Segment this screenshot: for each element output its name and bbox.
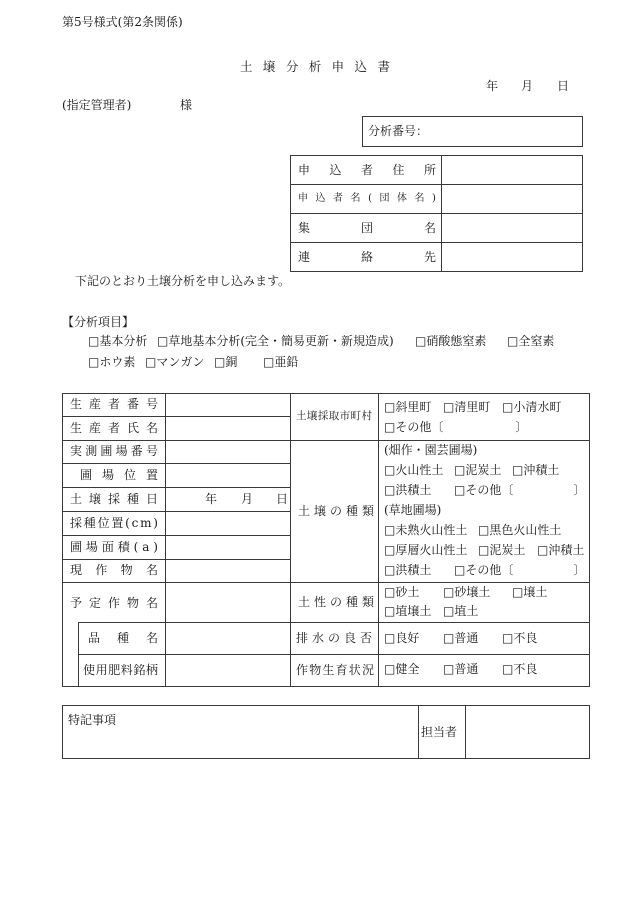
label-char: 団	[360, 221, 373, 235]
label-char: 圃	[70, 540, 83, 554]
planned-crop-label	[70, 596, 158, 610]
soil-type-label	[298, 504, 374, 518]
date-month-label: 月	[521, 79, 534, 93]
analysis-option-zinc[interactable]: □亜鉛	[263, 355, 299, 369]
remarks-label: 特記事項	[68, 713, 117, 727]
label-char: 連	[298, 250, 311, 264]
analysis-option-total-nitrogen[interactable]: □全窒素	[507, 334, 555, 348]
staff-label: 担当者	[421, 725, 458, 739]
sampling-date-field[interactable]	[166, 488, 289, 510]
field-location-label	[80, 468, 158, 482]
label-char: 物	[309, 663, 322, 677]
label-char: 名	[350, 193, 361, 204]
label-char: 土	[70, 492, 83, 506]
label-char: 類	[361, 504, 374, 518]
label-char: 置	[111, 516, 124, 530]
growth-option-normal[interactable]: □普通	[443, 662, 479, 676]
grid-line	[290, 393, 291, 687]
label-char: 析	[308, 59, 322, 74]
applicant-address-label	[298, 163, 436, 177]
grid-line	[78, 622, 590, 623]
label-char: 肥	[108, 663, 121, 677]
label-char: 氏	[126, 421, 139, 435]
label-char: 生	[322, 663, 335, 677]
drainage-option-poor[interactable]: □不良	[502, 631, 538, 645]
label-char: 日	[145, 492, 158, 506]
label-char: 土	[296, 410, 307, 422]
label-char: 性	[313, 595, 326, 609]
label-char: (	[133, 540, 139, 554]
grassland-option-other[interactable]: □その他〔 〕	[454, 563, 586, 577]
field-area-field[interactable]	[166, 536, 289, 558]
municipality-option-shari[interactable]: □斜里町	[384, 400, 432, 414]
label-char: 種	[126, 492, 139, 506]
label-char: 否	[359, 631, 372, 645]
label-char: の	[329, 504, 342, 518]
label-char: 水	[311, 631, 324, 645]
label-char: 育	[335, 663, 348, 677]
label-char: 名	[145, 596, 158, 610]
label-char: 種	[116, 631, 129, 645]
applicant-address-field[interactable]	[443, 156, 582, 183]
label-char: 産	[88, 421, 101, 435]
grid-line	[418, 705, 419, 759]
label-char: 号	[145, 397, 158, 411]
grassland-option-immature-volcanic[interactable]: □未熟火山性土	[384, 523, 468, 537]
grid-line	[378, 393, 379, 687]
current-crop-field[interactable]	[166, 560, 289, 581]
label-char: 予	[70, 596, 83, 610]
label-char: 壌	[88, 492, 101, 506]
label-char: 込	[329, 163, 342, 177]
label-char: 集	[298, 221, 311, 235]
label-char: 場	[115, 444, 128, 458]
label-char: 況	[361, 663, 374, 677]
label-char: の	[327, 631, 340, 645]
label-char: 土	[240, 59, 253, 74]
label-char: 圃	[100, 444, 113, 458]
soil-texture-label	[298, 595, 374, 609]
label-char: 積	[117, 540, 130, 554]
analysis-option-basic[interactable]: □基本分析	[88, 334, 148, 348]
upland-option-diluvial[interactable]: □洪積土	[384, 483, 432, 497]
planned-crop-field[interactable]	[166, 583, 289, 621]
drainage-option-good[interactable]: □良好	[384, 631, 420, 645]
label-char: )	[153, 516, 158, 530]
variety-label	[88, 631, 158, 645]
label-char: 品	[88, 631, 101, 645]
analysis-option-grassland-basic[interactable]: □草地基本分析(完全・簡易更新・新規造成)	[157, 334, 394, 348]
label-char: 者	[107, 397, 120, 411]
label-char: 産	[88, 397, 101, 411]
contact-label	[298, 250, 436, 264]
sampling-date-month: 月	[241, 492, 254, 506]
label-char: 位	[123, 468, 136, 482]
label-char: 名	[145, 631, 158, 645]
applicant-name-label	[298, 192, 436, 206]
variety-field[interactable]	[166, 623, 289, 653]
grassland-option-thick-volcanic[interactable]: □厚層火山性土	[384, 543, 468, 557]
municipality-label	[296, 409, 372, 423]
producer-name-label	[70, 421, 158, 435]
applicant-name-field[interactable]	[443, 185, 582, 212]
label-char: 料	[120, 663, 133, 677]
sampling-date-label	[70, 492, 158, 506]
staff-field[interactable]	[466, 706, 589, 758]
label-char: 壌	[262, 59, 276, 74]
label-char: 者	[333, 193, 344, 204]
field-location-field[interactable]	[166, 464, 289, 486]
label-char: 銘	[133, 663, 146, 677]
sampling-date-day: 日	[276, 492, 289, 506]
label-char: 物	[126, 596, 139, 610]
sampling-position-field[interactable]	[166, 512, 289, 534]
label-char: 置	[145, 468, 158, 482]
drainage-option-normal[interactable]: □普通	[443, 631, 479, 645]
addressee-suffix: 様	[180, 98, 193, 112]
label-char: 柄	[145, 663, 158, 677]
municipality-option-kiyosato[interactable]: □清里町	[443, 400, 491, 414]
field-number-field[interactable]	[166, 441, 289, 462]
analysis-option-copper[interactable]: □銅	[214, 355, 238, 369]
label-char: 先	[423, 250, 436, 264]
label-char: 作	[296, 663, 309, 677]
label-char: (	[368, 193, 372, 204]
grassland-option-black-volcanic[interactable]: □黒色火山性土	[478, 523, 562, 537]
intro-text: 下記のとおり土壌分析を申し込みます。	[75, 274, 291, 288]
label-char: 市	[339, 410, 351, 422]
grid-line	[62, 582, 590, 583]
label-char: 取	[328, 410, 340, 422]
label-char: 番	[126, 397, 139, 411]
upland-option-volcanic[interactable]: □火山性土	[384, 463, 444, 477]
label-char: 土	[298, 504, 311, 518]
label-char: 類	[361, 595, 374, 609]
label-char: 申	[298, 163, 311, 177]
label-char: 壌	[313, 504, 326, 518]
texture-option-clay-loam[interactable]: □埴壌土	[384, 604, 432, 618]
crop-growth-label	[296, 663, 374, 677]
label-char: 圃	[80, 468, 93, 482]
analysis-items-heading: 【分析項目】	[62, 315, 135, 329]
label-char: 場	[85, 540, 98, 554]
grassland-option-diluvial[interactable]: □洪積土	[384, 563, 432, 577]
current-crop-label	[70, 563, 158, 577]
municipality-option-other[interactable]: □その他〔 〕	[384, 420, 528, 434]
label-char: 込	[354, 59, 368, 74]
label-char: 名	[414, 193, 425, 204]
label-char: 者	[107, 421, 120, 435]
producer-number-field[interactable]	[166, 394, 289, 415]
producer-name-field[interactable]	[166, 417, 289, 439]
upland-option-alluvial[interactable]: □沖積土	[512, 463, 560, 477]
producer-number-label	[70, 397, 158, 411]
label-char: 用	[95, 663, 108, 677]
remarks-field[interactable]	[63, 728, 417, 757]
drainage-label	[296, 631, 372, 645]
label-char: 名	[145, 563, 158, 577]
label-char: 号	[145, 444, 158, 458]
texture-option-sandy-loam[interactable]: □砂壌土	[443, 585, 491, 599]
label-char: 番	[130, 444, 143, 458]
sampling-date-year: 年	[205, 492, 218, 506]
label-char: 村	[361, 410, 372, 422]
label-char: 種	[83, 516, 96, 530]
label-char: 者	[360, 163, 373, 177]
label-char: の	[329, 595, 342, 609]
label-char: 壌	[306, 410, 318, 422]
label-char: 採	[107, 492, 120, 506]
texture-option-clay[interactable]: □埴土	[443, 604, 479, 618]
grid-line	[78, 654, 590, 655]
upland-heading: (畑作・園芸圃場)	[384, 443, 478, 457]
label-char: 書	[377, 59, 390, 74]
label-char: 採	[70, 516, 83, 530]
municipality-option-koshimizu[interactable]: □小清水町	[502, 400, 562, 414]
label-char: 込	[315, 193, 326, 204]
label-char: 体	[397, 193, 407, 204]
growth-option-healthy[interactable]: □健全	[384, 662, 420, 676]
upland-option-other[interactable]: □その他〔 〕	[454, 483, 586, 497]
date-day-label: 日	[557, 79, 570, 93]
label-char: 種	[345, 595, 358, 609]
texture-option-sand[interactable]: □砂土	[384, 585, 420, 599]
label-char: 住	[392, 163, 405, 177]
label-char: 申	[331, 59, 345, 74]
form-number: 第5号様式(第2条関係)	[62, 15, 183, 29]
label-char: 名	[145, 421, 158, 435]
label-char: 測	[85, 444, 98, 458]
label-char: 採	[317, 410, 329, 422]
analysis-option-nitrate-nitrogen[interactable]: □硝酸態窒素	[415, 334, 487, 348]
analysis-number-field[interactable]	[430, 118, 580, 145]
field-area-label	[70, 540, 158, 554]
label-char: )	[432, 193, 436, 204]
label-char: 物	[120, 563, 133, 577]
analysis-option-boron[interactable]: □ホウ素	[88, 355, 136, 369]
growth-option-poor[interactable]: □不良	[502, 662, 538, 676]
label-char: m	[140, 516, 152, 530]
group-name-label	[298, 221, 436, 235]
grassland-option-alluvial[interactable]: □沖積土	[537, 543, 585, 557]
label-char: )	[153, 540, 158, 554]
label-char: 団	[379, 193, 390, 204]
label-char: a	[142, 540, 150, 554]
label-char: c	[131, 516, 139, 530]
addressee-label: (指定管理者)	[62, 98, 132, 112]
contact-field[interactable]	[443, 243, 582, 270]
label-char: 絡	[360, 250, 373, 264]
label-char: 名	[423, 221, 436, 235]
fertilizer-field[interactable]	[166, 655, 289, 685]
grid-line	[62, 440, 590, 441]
label-char: 使	[83, 663, 96, 677]
label-char: 生	[70, 421, 83, 435]
label-char: 良	[343, 631, 356, 645]
label-char: 作	[95, 563, 108, 577]
label-char: 定	[88, 596, 101, 610]
sampling-position-label	[70, 516, 158, 530]
label-char: 排	[296, 631, 309, 645]
fertilizer-label	[83, 663, 158, 677]
analysis-option-manganese[interactable]: □マンガン	[145, 355, 205, 369]
label-char: 状	[348, 663, 361, 677]
texture-option-loam[interactable]: □壌土	[512, 585, 548, 599]
group-name-field[interactable]	[443, 214, 582, 241]
label-char: 現	[70, 563, 83, 577]
grassland-heading: (草地圃場)	[384, 503, 442, 517]
label-char: 申	[298, 193, 308, 204]
label-char: 町	[350, 410, 362, 422]
date-year-label: 年	[486, 79, 499, 93]
label-char: 生	[70, 397, 83, 411]
label-char: 分	[285, 59, 299, 74]
label-char: 作	[107, 596, 120, 610]
label-char: 面	[101, 540, 114, 554]
label-char: 所	[423, 163, 436, 177]
grassland-option-peat[interactable]: □泥炭土	[478, 543, 526, 557]
upland-option-peat[interactable]: □泥炭土	[454, 463, 502, 477]
form-title	[240, 60, 390, 74]
label-char: 種	[345, 504, 358, 518]
label-char: (	[125, 516, 130, 530]
label-char: 土	[298, 595, 311, 609]
field-number-label	[70, 444, 158, 458]
label-char: 実	[70, 444, 83, 458]
analysis-number-label: 分析番号：	[368, 124, 429, 138]
label-char: 場	[101, 468, 114, 482]
label-char: 位	[97, 516, 110, 530]
